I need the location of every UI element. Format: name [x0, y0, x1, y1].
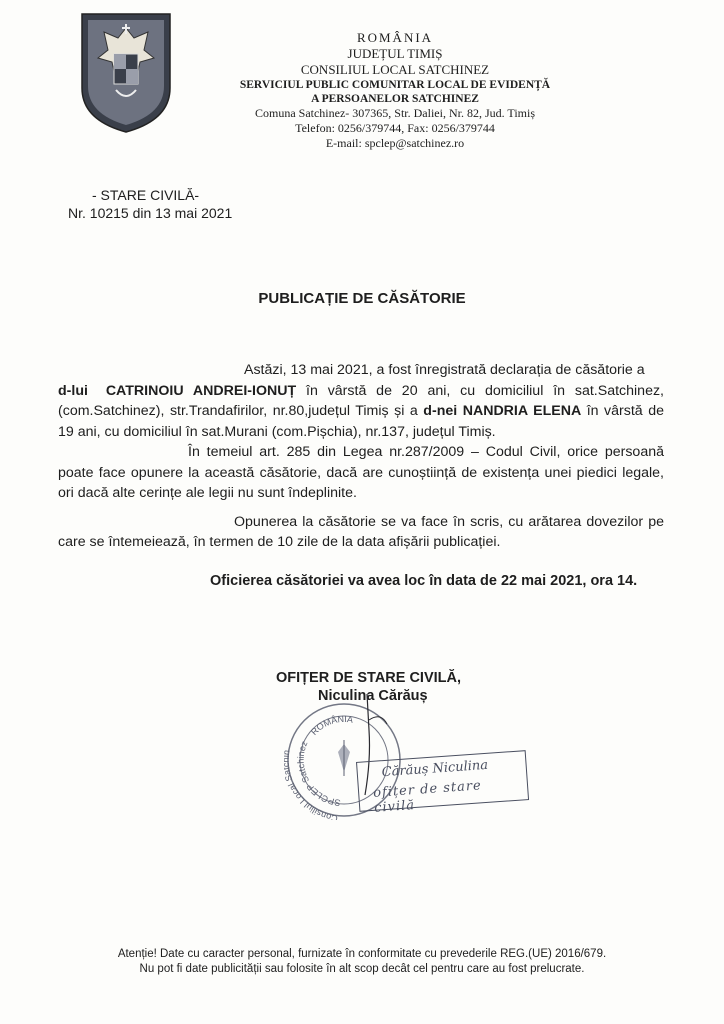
signature-role: OFIȚER DE STARE CIVILĂ, — [276, 670, 462, 686]
header-phone: Telefon: 0256/379744, Fax: 0256/379744 — [295, 121, 495, 135]
coat-of-arms — [78, 10, 174, 134]
header-email: E-mail: spclep@satchinez.ro — [325, 136, 465, 150]
footer-line2: Nu pot fi date publicității sau folosite în alt scop decât cel pentru care au fost prelucrate. — [139, 963, 585, 975]
header-service-line1: SERVICIUL PUBLIC COMUNITAR LOCAL DE EVIDENȚĂ — [239, 79, 551, 91]
registry-department: - STARE CIVILĂ- — [92, 187, 200, 203]
bride-prefix: d-nei — [423, 403, 458, 419]
signature-name: Niculina Cărăuș — [318, 688, 428, 704]
header-country: ROMÂNIA — [356, 30, 434, 45]
stamp-left-text: SPCLEP Satchinez — [295, 739, 342, 808]
header-address: Comuna Satchinez- 307365, Str. Daliei, Nr. 82, Jud. Timiș — [254, 106, 535, 120]
officiation-notice: Oficierea căsătoriei va avea loc în data de 22 mai 2021, ora 14. — [210, 572, 638, 589]
name-stamp-line2: ofițer de stare civilă — [372, 778, 483, 816]
page-title: PUBLICAȚIE DE CĂSĂTORIE — [258, 290, 466, 307]
groom-prefix: d-lui — [58, 382, 88, 399]
name-stamp-line1: Cărăuș Niculina — [381, 757, 489, 781]
footer-notice — [0, 947, 724, 977]
header-council: CONSILIUL LOCAL SATCHINEZ — [300, 62, 490, 77]
header-service-line2: A PERSOANELOR SATCHINEZ — [311, 93, 479, 105]
declaration-details — [58, 381, 664, 443]
paragraph-opposition: Opunerea la căsătorie se va face în scris, cu arătarea dovezilor pe care se întemeiează, în termen de 10 zile de la data afișării publicației. — [58, 513, 664, 550]
stamp-top-text: ROMÂNIA — [308, 713, 354, 738]
document-body — [58, 360, 664, 591]
name-stamp-box — [356, 750, 529, 816]
paragraph-declaration — [58, 360, 664, 442]
declaration-intro: Astăzi, 13 mai 2021, a fost înregistrată declarația de căsătorie a — [244, 362, 645, 378]
footer-line1: Atenție! Date cu caracter personal, furnizate în conformitate cu prevederile REG.(UE) 2016/679. — [117, 948, 607, 960]
header-county: JUDEȚUL TIMIȘ — [347, 46, 443, 61]
stamp-outer-text: Consiliul Local S — [284, 773, 339, 820]
registry-number: Nr. 10215 din 13 mai 2021 — [68, 205, 233, 221]
paragraph-legal-basis: În temeiul art. 285 din Legea nr.287/2009 – Codul Civil, orice persoană poate face opunere la această căsătorie, dacă are cunoștiință de existența unei piedici legale, ori dacă alte cerințe ale legii nu sunt îndeplinite. — [58, 444, 664, 501]
groom-name: CATRINOIU ANDREI-IONUȚ — [105, 382, 297, 399]
bride-details: în vârstă de 19 ani, cu domiciliul în sat.Murani (com.Pișchia), nr.137, județul Timiș. — [58, 403, 664, 440]
bride-name: NANDRIA ELENA — [462, 403, 582, 419]
groom-details: în vârstă de 20 ani, cu domiciliul în sat.Satchinez, (com.Satchinez), str.Trandafirilor, nr.80,județul Timiș și a — [58, 382, 664, 419]
